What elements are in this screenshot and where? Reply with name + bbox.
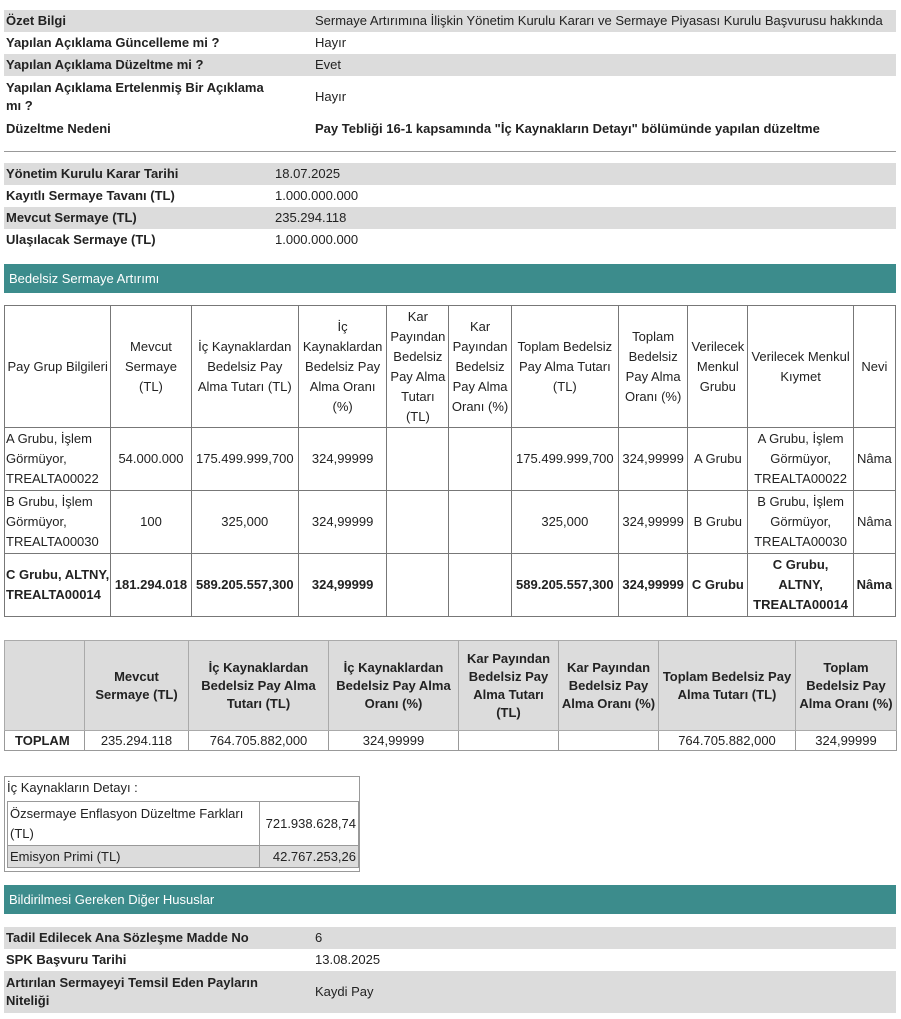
board-row [4,185,896,207]
source-label: Emisyon Primi (TL) [8,846,260,868]
table-cell: Nâma [853,491,895,554]
column-header: İç Kaynaklardan Bedelsiz Pay Alma Oranı (%) [329,641,459,731]
summary-label: Özet Bilgi [6,13,66,28]
table-cell: Nâma [853,428,895,491]
column-header: Kar Payından Bedelsiz Pay Alma Oranı (%) [449,306,511,428]
table-cell: A Grubu, İşlem Görmüyor, TREALTA00022 [5,428,111,491]
share-type-value: Kaydi Pay [315,984,374,999]
table-cell: B Grubu [688,491,748,554]
other-row [4,927,896,949]
summary-value: Sermaye Artırımına İlişkin Yönetim Kurulu Kararı ve Sermaye Piyasası Kurulu Başvurusu hakkında [315,13,883,28]
board-row [4,207,896,229]
table-cell: 589.205.557,300 [191,554,298,617]
summary-table [4,10,896,140]
board-table [4,163,896,251]
column-header: İç Kaynaklardan Bedelsiz Pay Alma Oranı (%) [298,306,386,428]
internal-sources-table [7,801,359,868]
table-cell: 764.705.882,000 [189,731,329,751]
target-capital-label: Ulaşılacak Sermaye (TL) [6,232,156,247]
table-cell [387,491,449,554]
table-cell [449,554,511,617]
table-cell: 324,99999 [298,554,386,617]
target-capital-value: 1.000.000.000 [275,232,359,247]
table-cell: 175.499.999,700 [191,428,298,491]
table-cell [559,731,659,751]
column-header: Mevcut Sermaye (TL) [111,306,191,428]
table-cell: C Grubu, ALTNY, TREALTA00014 [748,554,853,617]
table-cell [387,554,449,617]
table-cell: 175.499.999,700 [511,428,618,491]
other-table [4,927,896,1013]
table-cell: 324,99999 [298,428,386,491]
column-header: Kar Payından Bedelsiz Pay Alma Tutarı (TL) [387,306,449,428]
column-header: Toplam Bedelsiz Pay Alma Tutarı (TL) [659,641,796,731]
table-cell: 324,99999 [619,491,688,554]
update-label: Yapılan Açıklama Güncelleme mi ? [6,35,220,50]
deferred-label: Yapılan Açıklama Ertelenmiş Bir Açıklama mı ? [6,80,264,113]
table-cell: 764.705.882,000 [659,731,796,751]
table-cell: 181.294.018 [111,554,191,617]
board-row [4,229,896,251]
totals-header-row [5,641,897,731]
decision-date-label: Yönetim Kurulu Karar Tarihi [6,166,179,181]
table-cell: 100 [111,491,191,554]
correction-reason-row [4,118,896,140]
current-capital-label: Mevcut Sermaye (TL) [6,210,137,225]
current-capital-value: 235.294.118 [275,210,347,225]
table-cell: 589.205.557,300 [511,554,618,617]
update-row [4,32,896,54]
table-cell: 324,99999 [619,428,688,491]
table-cell: C Grubu [688,554,748,617]
column-header: Kar Payından Bedelsiz Pay Alma Oranı (%) [559,641,659,731]
column-header: Toplam Bedelsiz Pay Alma Oranı (%) [796,641,897,731]
table-cell: 324,99999 [796,731,897,751]
table-cell: B Grubu, İşlem Görmüyor, TREALTA00030 [5,491,111,554]
table-cell: A Grubu, İşlem Görmüyor, TREALTA00022 [748,428,853,491]
table-cell: Nâma [853,554,895,617]
correction-label: Yapılan Açıklama Düzeltme mi ? [6,57,204,72]
table-cell: 324,99999 [619,554,688,617]
column-header: Kar Payından Bedelsiz Pay Alma Tutarı (TL) [459,641,559,731]
bonus-section-header: Bedelsiz Sermaye Artırımı [4,264,896,293]
table-row [5,491,896,554]
correction-reason-label: Düzeltme Nedeni [6,121,111,136]
other-row [4,971,896,1013]
table-cell [459,731,559,751]
column-header: Verilecek Menkul Grubu [688,306,748,428]
divider [4,151,896,152]
spk-date-value: 13.08.2025 [315,952,381,967]
totals-label: TOPLAM [5,731,85,751]
table-cell: 325,000 [191,491,298,554]
registered-capital-label: Kayıtlı Sermaye Tavanı (TL) [6,188,175,203]
table-cell: A Grubu [688,428,748,491]
column-header: Pay Grup Bilgileri [5,306,111,428]
totals-row [5,731,897,751]
other-section-header: Bildirilmesi Gereken Diğer Hususlar [4,885,896,914]
article-no-value: 6 [315,930,323,945]
update-value: Hayır [315,35,347,50]
table-cell: 324,99999 [329,731,459,751]
table-row [8,802,359,846]
internal-sources-title: İç Kaynakların Detayı : [7,780,138,795]
column-header: Toplam Bedelsiz Pay Alma Tutarı (TL) [511,306,618,428]
correction-reason-value: Pay Tebliği 16-1 kapsamında "İç Kaynakların Detayı" bölümünde yapılan düzeltme [315,121,820,136]
table-cell: C Grubu, ALTNY, TREALTA00014 [5,554,111,617]
column-header: Verilecek Menkul Kıymet [748,306,853,428]
column-header: İç Kaynaklardan Bedelsiz Pay Alma Tutarı (TL) [189,641,329,731]
column-header: İç Kaynaklardan Bedelsiz Pay Alma Tutarı (TL) [191,306,298,428]
column-header: Mevcut Sermaye (TL) [85,641,189,731]
other-row [4,949,896,971]
table-cell: 54.000.000 [111,428,191,491]
internal-sources-box [4,776,360,872]
source-value: 721.938.628,74 [260,802,359,846]
spk-date-label: SPK Başvuru Tarihi [6,952,127,967]
table-row [8,846,359,868]
correction-value: Evet [315,57,342,72]
table-row [5,428,896,491]
table-cell: 324,99999 [298,491,386,554]
table-cell [387,428,449,491]
column-header: Toplam Bedelsiz Pay Alma Oranı (%) [619,306,688,428]
table-row [5,554,896,617]
table-cell: 325,000 [511,491,618,554]
column-header: Nevi [853,306,895,428]
table-cell: B Grubu, İşlem Görmüyor, TREALTA00030 [748,491,853,554]
article-no-label: Tadil Edilecek Ana Sözleşme Madde No [6,930,249,945]
totals-table [4,640,897,751]
bonus-header-row [5,306,896,428]
summary-row [4,10,896,32]
table-cell [449,428,511,491]
source-label: Özsermaye Enflasyon Düzeltme Farkları (TL) [8,802,260,846]
decision-date-value: 18.07.2025 [275,166,341,181]
share-type-label: Artırılan Sermayeyi Temsil Eden Payların Niteliği [6,975,258,1008]
source-value: 42.767.253,26 [260,846,359,868]
bonus-table [4,305,896,617]
deferred-value: Hayır [315,89,347,104]
deferred-row [4,76,896,118]
table-cell [449,491,511,554]
blank-header [5,641,85,731]
board-row [4,163,896,185]
registered-capital-value: 1.000.000.000 [275,188,359,203]
table-cell: 235.294.118 [85,731,189,751]
correction-row [4,54,896,76]
